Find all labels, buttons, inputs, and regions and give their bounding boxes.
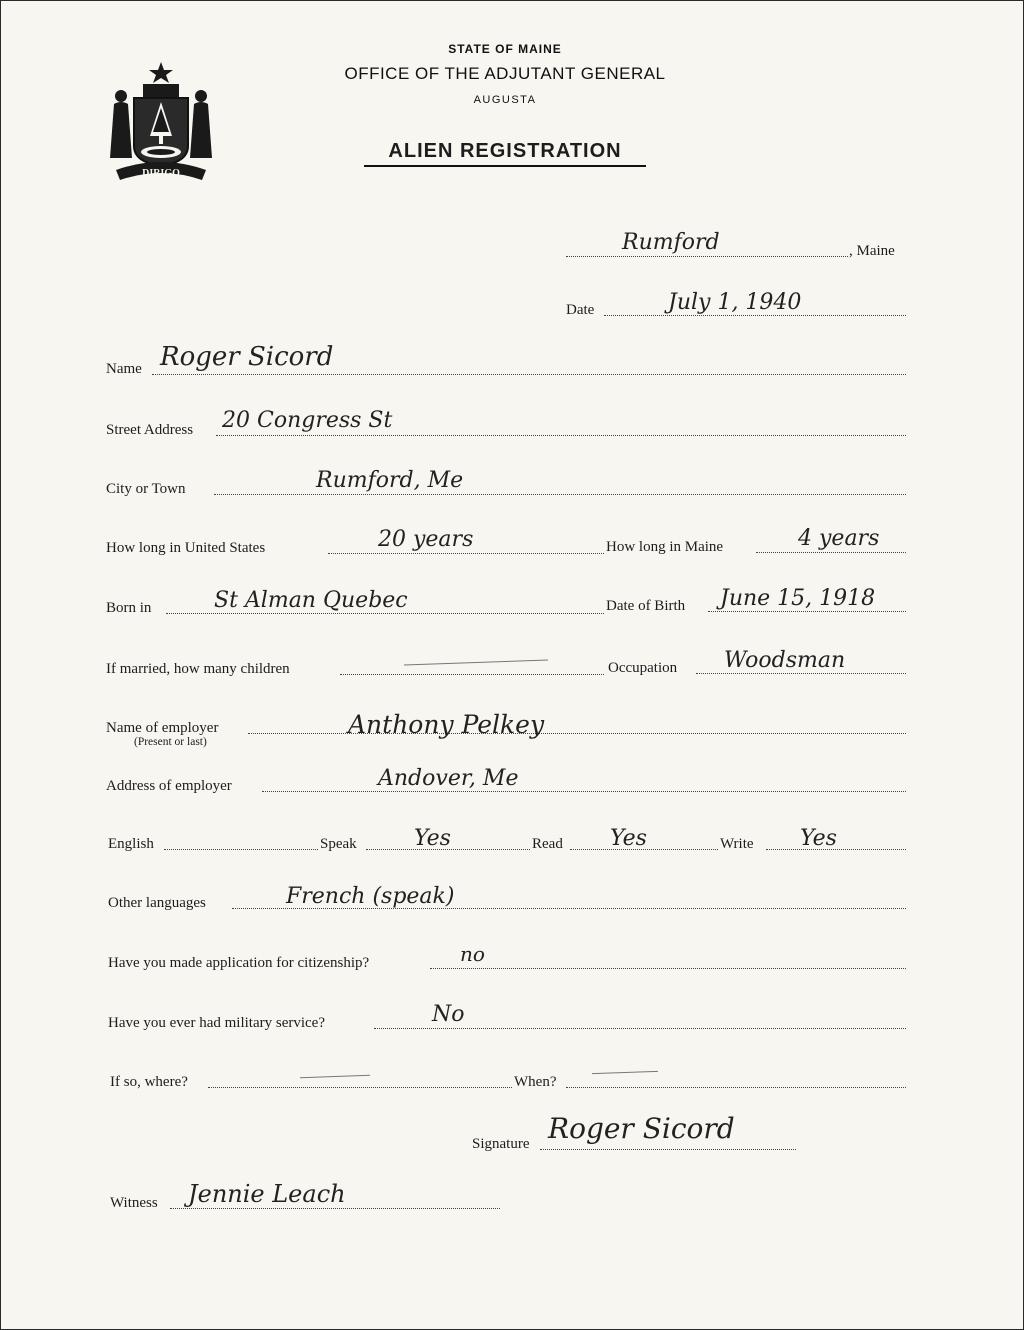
employer-note: (Present or last) — [134, 736, 207, 748]
state-heading: STATE OF MAINE — [448, 42, 562, 56]
employer-address-value: Andover, Me — [378, 766, 519, 791]
date-of-birth-label: Date of Birth — [606, 598, 686, 614]
occupation-value: Woodsman — [724, 648, 846, 673]
read-label: Read — [532, 836, 563, 852]
witness-label: Witness — [110, 1195, 158, 1211]
date-of-birth-value: June 15, 1918 — [720, 586, 876, 611]
citizenship-label: Have you made application for citizenship? — [108, 955, 370, 971]
city-heading: AUGUSTA — [473, 94, 537, 106]
other-languages-value: French (speak) — [286, 884, 455, 909]
date-value: July 1, 1940 — [668, 290, 802, 315]
speak-label: Speak — [320, 836, 357, 852]
employer-address-line — [262, 791, 906, 792]
military-label: Have you ever had military service? — [108, 1015, 325, 1031]
where-line — [208, 1087, 512, 1088]
employer-value: Anthony Pelkey — [348, 710, 545, 739]
employer-line — [248, 733, 906, 734]
city-line — [214, 494, 906, 495]
maine-state-seal-icon — [106, 58, 216, 183]
city-value: Rumford, Me — [316, 468, 464, 493]
citizenship-line — [430, 968, 906, 969]
how-long-maine-line — [756, 552, 906, 553]
citizenship-value: no — [460, 942, 485, 966]
when-line — [566, 1087, 906, 1088]
witness-value: Jennie Leach — [188, 1180, 346, 1208]
place-value: Rumford — [622, 230, 720, 255]
where-label: If so, where? — [110, 1074, 188, 1090]
born-in-line — [166, 613, 604, 614]
name-line — [152, 374, 906, 375]
occupation-line — [696, 673, 906, 674]
write-value: Yes — [800, 826, 837, 851]
signature-line — [540, 1149, 796, 1150]
office-heading: OFFICE OF THE ADJUTANT GENERAL — [344, 64, 666, 83]
signature-value: Roger Sicord — [548, 1112, 735, 1145]
witness-line — [170, 1208, 500, 1209]
how-long-us-line — [328, 553, 604, 554]
street-label: Street Address — [106, 422, 194, 438]
name-value: Roger Sicord — [160, 342, 334, 372]
children-line — [340, 674, 604, 675]
employer-label: Name of employer — [106, 720, 219, 736]
svg-text:DIRIGO: DIRIGO — [142, 168, 180, 179]
how-long-maine-label: How long in Maine — [606, 539, 724, 555]
date-label: Date — [566, 302, 595, 318]
occupation-label: Occupation — [608, 660, 678, 676]
name-label: Name — [106, 361, 142, 377]
when-label: When? — [514, 1074, 557, 1090]
how-long-us-label: How long in United States — [106, 540, 266, 556]
place-line — [566, 256, 848, 257]
city-label: City or Town — [106, 481, 186, 497]
employer-address-label: Address of employer — [106, 778, 232, 794]
english-line — [164, 849, 318, 850]
write-label: Write — [720, 836, 754, 852]
form-title: ALIEN REGISTRATION — [364, 140, 646, 167]
born-in-value: St Alman Quebec — [214, 588, 408, 613]
read-value: Yes — [610, 826, 647, 851]
street-line — [216, 435, 906, 436]
street-value: 20 Congress St — [222, 408, 393, 433]
date-of-birth-line — [708, 611, 906, 612]
children-label: If married, how many children — [106, 661, 290, 677]
maine-label: , Maine — [849, 243, 895, 259]
military-line — [374, 1028, 906, 1029]
military-value: No — [432, 1002, 465, 1027]
born-in-label: Born in — [106, 600, 152, 616]
speak-value: Yes — [414, 826, 451, 851]
date-line — [604, 315, 906, 316]
other-languages-label: Other languages — [108, 895, 206, 911]
how-long-maine-value: 4 years — [798, 526, 880, 551]
how-long-us-value: 20 years — [378, 527, 474, 552]
english-label: English — [108, 836, 154, 852]
signature-label: Signature — [472, 1136, 530, 1152]
